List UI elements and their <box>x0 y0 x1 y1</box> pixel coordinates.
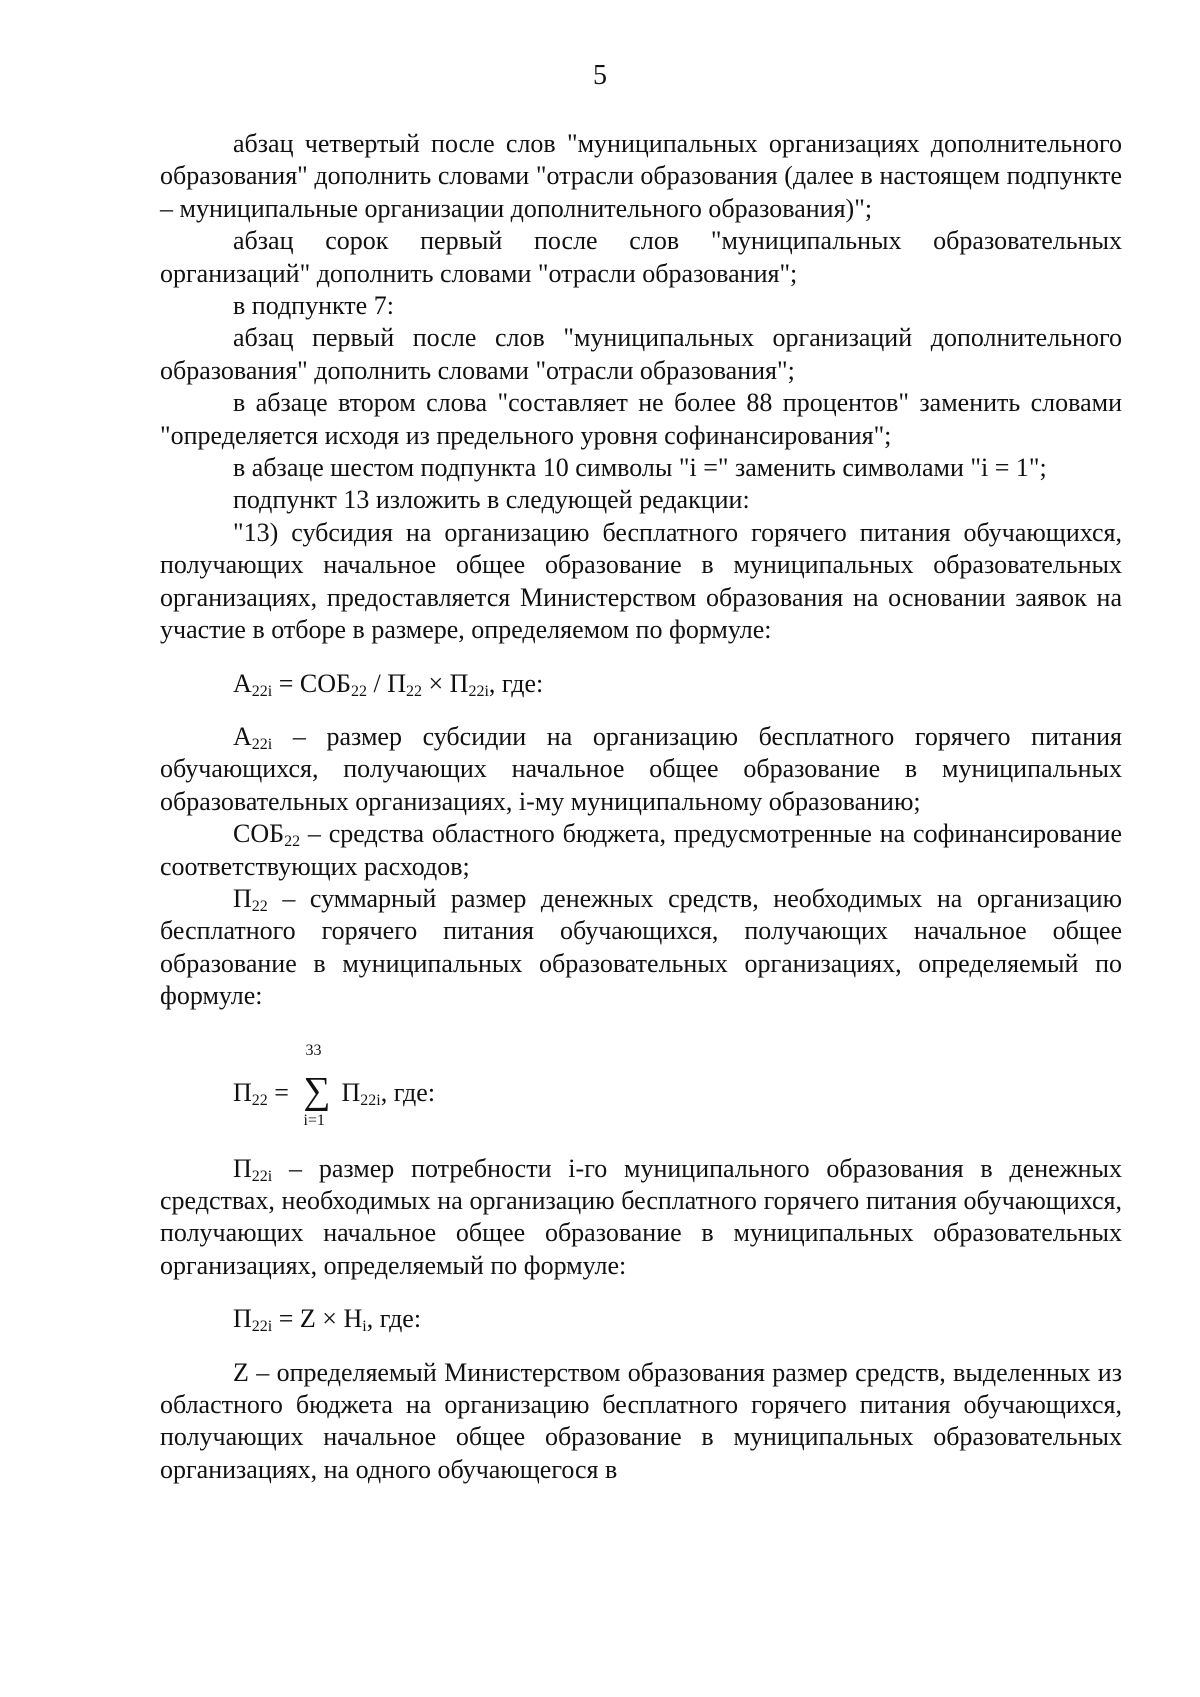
paragraph-3: в подпункте 7: <box>233 291 394 321</box>
paragraph-6: в абзаце шестом подпункта 10 символы "i =" заменить символами "i = 1"; <box>233 453 1047 483</box>
page-number: 5 <box>593 60 607 91</box>
formula-p22i: $П_{22i} = Z \times Н_i$, где: <box>233 1304 422 1336</box>
paragraph-5: в абзаце втором слова "составляет не более 88 процентов" заменить словами "определяется исходя из предельного уровня софинансирования"; <box>160 388 1122 450</box>
formula-a22i: $А_{22i} = СОБ_{22} / П_{22} \times П_{22i}$, где: <box>233 668 544 700</box>
paragraph-8: "13) субсидия на организацию бесплатного горячего питания обучающихся, получающих начальное общее образование в муниципальных образовательных организациях, предоставляется Министерством образования на основании заявок на участие в отборе в размере, определяемом по формуле: <box>160 517 1122 645</box>
paragraph-10: $СОБ_{22}$ – средства областного бюджета, предусмотренные на софинансирование соответствующих расходов; <box>160 819 1122 881</box>
paragraph-7: подпункт 13 изложить в следующей редакции: <box>233 485 750 515</box>
document-body <box>160 128 1122 1486</box>
paragraph-2: абзац сорок первый после слов "муниципальных образовательных организаций" дополнить словами "отрасли образования"; <box>160 226 1122 288</box>
paragraph-11: $П_{22}$ – суммарный размер денежных средств, необходимых на организацию бесплатного горячего питания обучающихся, получающих начальное общее образование в муниципальных образовательных организациях, определяемый по формуле: <box>160 883 1122 1011</box>
formula-p22-sum: $П_{22}$ = 33 ∑ i=1 $П_{22i}$, где: <box>233 1041 436 1129</box>
paragraph-1: абзац четвертый после слов "муниципальных организациях дополнительного образования" дополнить словами "отрасли образования (далее в настоящем подпункте – муниципальные организации дополнительного образования)"; <box>160 129 1122 223</box>
paragraph-12: $П_{22i}$ – размер потребности i-го муниципального образования в денежных средствах, необходимых на организацию бесплатного горячего питания обучающихся, получающих начальное общее образование в муниципальных образовательных организациях, определяемый по формуле: <box>160 1153 1122 1280</box>
paragraph-13: Z – определяемый Министерством образования размер средств, выделенных из областного бюджета на организацию бесплатного горячего питания обучающихся, получающих начальное общее образование в муниципальных образовательных организациях, на одного обучающегося в <box>160 1357 1122 1484</box>
paragraph-9: $А_{22i}$ – размер субсидии на организацию бесплатного горячего питания обучающихся, получающих начальное общее образование в муниципальных образовательных организациях, i-му муниципальному образованию; <box>160 721 1122 816</box>
paragraph-4: абзац первый после слов "муниципальных организаций дополнительного образования" дополнить словами "отрасли образования"; <box>160 323 1122 385</box>
summation-sign: 33 ∑ i=1 <box>303 1041 331 1129</box>
